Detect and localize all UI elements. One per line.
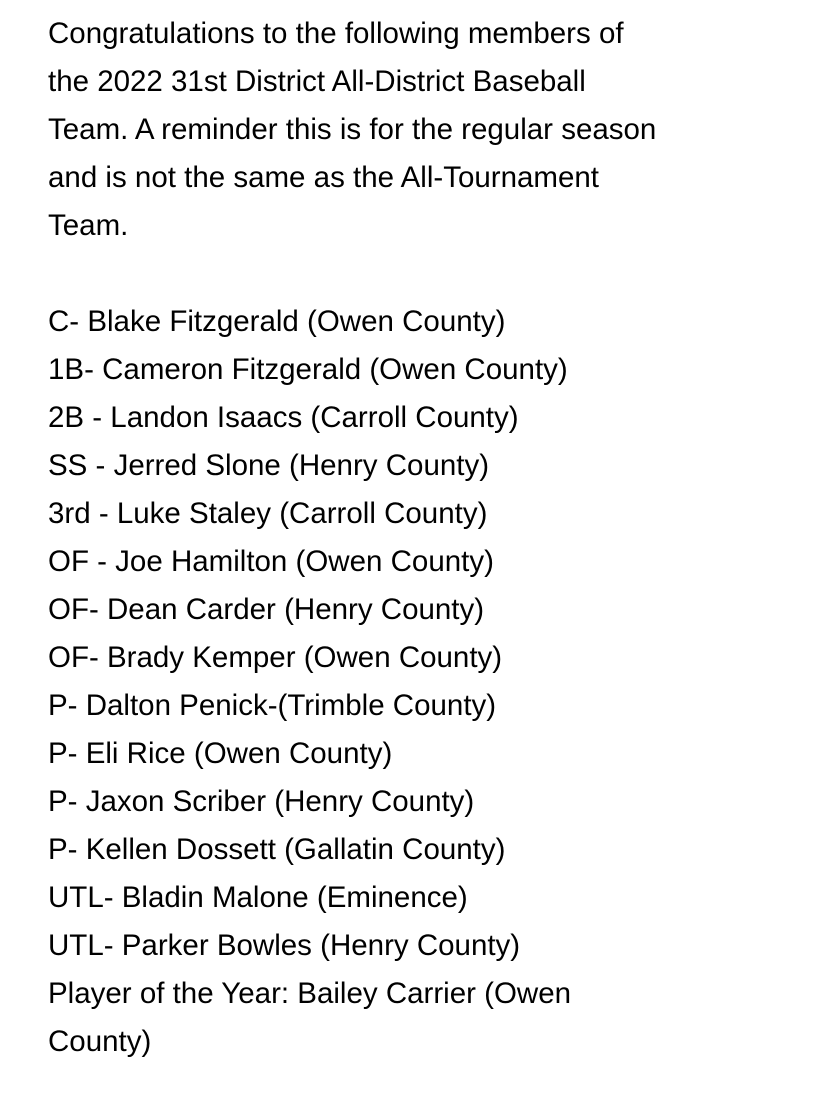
roster-line: P- Eli Rice (Owen County): [48, 737, 393, 770]
roster-line: UTL- Bladin Malone (Eminence): [48, 881, 468, 914]
roster-line: 3rd - Luke Staley (Carroll County): [48, 497, 488, 530]
intro-paragraph: [48, 10, 788, 250]
roster-line: OF- Brady Kemper (Owen County): [48, 641, 503, 674]
roster-line: P- Kellen Dossett (Gallatin County): [48, 833, 506, 866]
note-body: [48, 10, 788, 1066]
roster-line: P- Jaxon Scriber (Henry County): [48, 785, 475, 818]
roster-line: 1B- Cameron Fitzgerald (Owen County): [48, 353, 568, 386]
roster-line: Player of the Year: Bailey Carrier (Owen: [48, 977, 572, 1010]
intro-line: Team.: [48, 209, 129, 242]
intro-line: Team. A reminder this is for the regular season: [48, 113, 657, 146]
paragraph-spacer: [48, 250, 788, 298]
roster-line: 2B - Landon Isaacs (Carroll County): [48, 401, 519, 434]
roster-line: OF- Dean Carder (Henry County): [48, 593, 485, 626]
intro-line: and is not the same as the All-Tournament: [48, 161, 599, 194]
roster-line: OF - Joe Hamilton (Owen County): [48, 545, 494, 578]
intro-line: Congratulations to the following members of: [48, 17, 624, 50]
roster-line: P- Dalton Penick-(Trimble County): [48, 689, 497, 722]
roster-line: C- Blake Fitzgerald (Owen County): [48, 305, 506, 338]
intro-line: the 2022 31st District All-District Baseball: [48, 65, 586, 98]
roster-line: UTL- Parker Bowles (Henry County): [48, 929, 521, 962]
roster-line: County): [48, 1025, 152, 1058]
roster-line: SS - Jerred Slone (Henry County): [48, 449, 490, 482]
roster-list: [48, 298, 788, 1066]
